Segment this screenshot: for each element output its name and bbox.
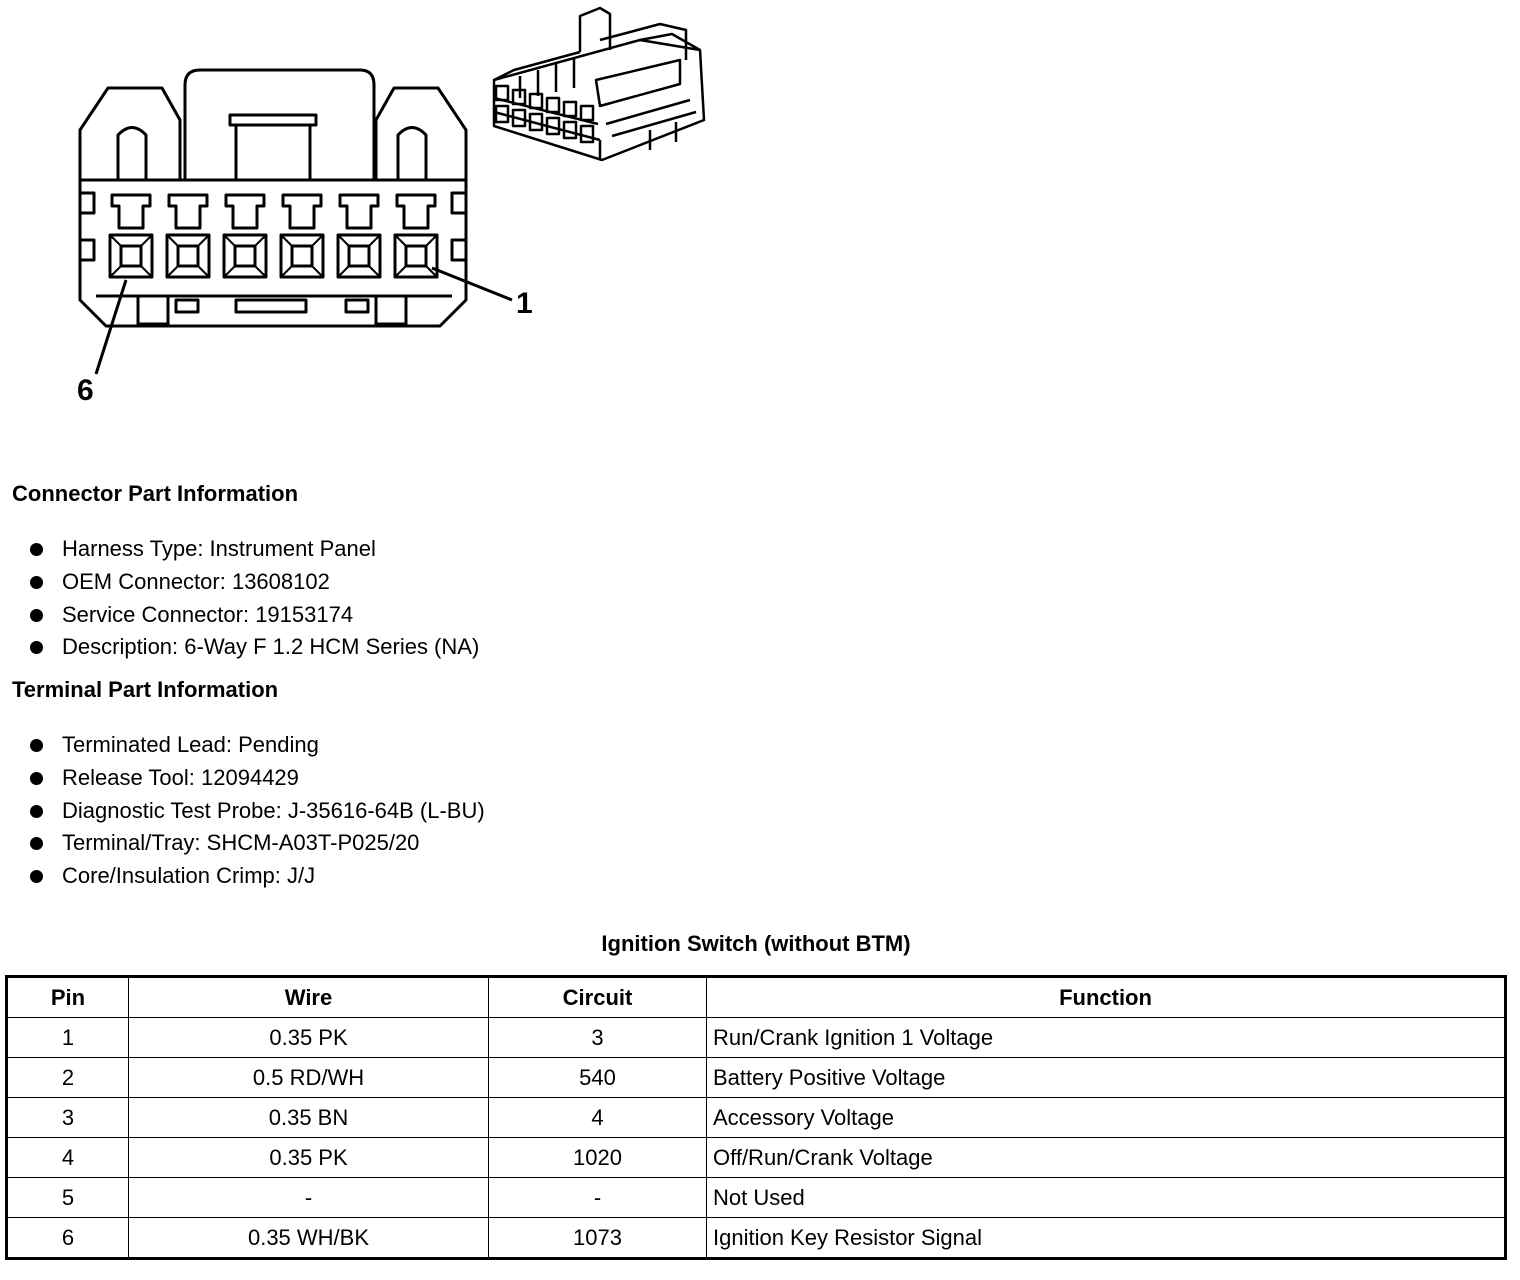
table-row [7,1058,1506,1098]
connector-front-view [80,70,466,326]
table-row [7,1178,1506,1218]
cell-wire: 0.35 PK [129,1138,489,1178]
pin-table-title: Ignition Switch (without BTM) [601,931,911,956]
iso-cavity-upper [564,102,576,116]
terminal-cavities [110,195,437,277]
cell-function: Run/Crank Ignition 1 Voltage [707,1018,1506,1058]
table-row [7,1138,1506,1178]
cell-function: Ignition Key Resistor Signal [707,1218,1506,1259]
cell-wire: - [129,1178,489,1218]
table-row [7,1098,1506,1138]
cavity-pin-4 [224,195,266,277]
terminal-info-item: Core/Insulation Crimp: J/J [30,860,485,893]
terminal-info-list [30,729,485,893]
cell-function: Accessory Voltage [707,1098,1506,1138]
cell-pin: 4 [7,1138,129,1178]
table-row [7,1018,1506,1058]
cell-pin: 1 [7,1018,129,1058]
iso-cavity-upper [581,106,593,120]
cell-circuit: 540 [489,1058,707,1098]
cavity-pin-6 [110,195,152,277]
callout-label-pin-6: 6 [77,374,94,407]
header-wire: Wire [129,977,489,1018]
cavity-pin-5 [167,195,209,277]
connector-info-item: Service Connector: 19153174 [30,599,479,632]
iso-cavity-lower [581,126,593,142]
header-pin: Pin [7,977,129,1018]
terminal-info-heading: Terminal Part Information [12,677,279,702]
connector-info-list [30,533,479,664]
cavity-pin-1 [395,195,437,277]
cell-wire: 0.35 BN [129,1098,489,1138]
cell-circuit: 3 [489,1018,707,1058]
cell-wire: 0.35 PK [129,1018,489,1058]
callout-label-pin-1: 1 [516,287,533,320]
cell-pin: 5 [7,1178,129,1218]
pin-table [5,975,1507,1260]
terminal-info-item: Terminal/Tray: SHCM-A03T-P025/20 [30,827,485,860]
cell-pin: 3 [7,1098,129,1138]
cell-circuit: - [489,1178,707,1218]
cell-pin: 2 [7,1058,129,1098]
cell-function: Battery Positive Voltage [707,1058,1506,1098]
header-function: Function [707,977,1506,1018]
cell-function: Off/Run/Crank Voltage [707,1138,1506,1178]
terminal-info-item: Terminated Lead: Pending [30,729,485,762]
connector-info-item: Harness Type: Instrument Panel [30,533,479,566]
connector-info-item: OEM Connector: 13608102 [30,566,479,599]
cell-wire: 0.5 RD/WH [129,1058,489,1098]
connector-diagram [0,0,760,420]
table-row [7,1218,1506,1259]
connector-info-heading: Connector Part Information [12,481,299,506]
cavity-pin-2 [338,195,380,277]
terminal-info-item: Release Tool: 12094429 [30,762,485,795]
terminal-info-item: Diagnostic Test Probe: J-35616-64B (L-BU) [30,795,485,828]
connector-info-item: Description: 6-Way F 1.2 HCM Series (NA) [30,631,479,664]
iso-cavity-upper [530,94,542,108]
cell-pin: 6 [7,1218,129,1259]
cell-circuit: 1073 [489,1218,707,1259]
cavity-pin-3 [281,195,323,277]
pin-table-header-row [7,977,1506,1018]
cell-circuit: 4 [489,1098,707,1138]
header-circuit: Circuit [489,977,707,1018]
cell-function: Not Used [707,1178,1506,1218]
cell-circuit: 1020 [489,1138,707,1178]
cell-wire: 0.35 WH/BK [129,1218,489,1259]
connector-3d-view [494,8,704,160]
iso-cavity-upper [547,98,559,112]
